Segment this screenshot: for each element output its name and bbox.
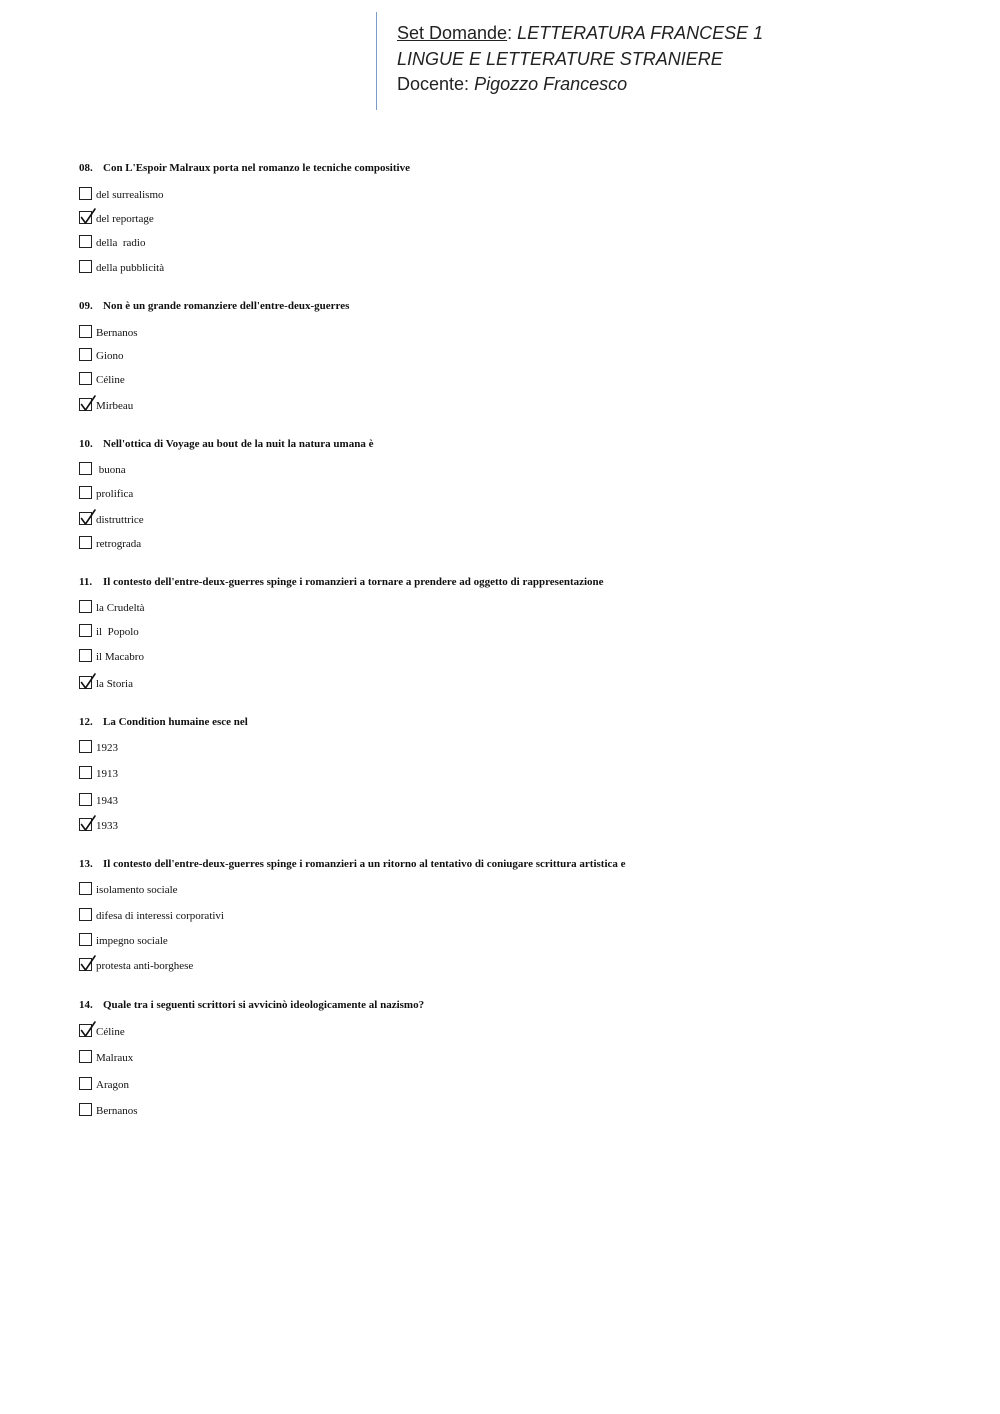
option-label: difesa di interessi corporativi	[96, 910, 224, 922]
document-header	[376, 12, 763, 110]
question-number: 14.	[79, 999, 93, 1011]
question-number: 08.	[79, 162, 93, 174]
teacher-label: Docente:	[397, 74, 470, 94]
checkbox[interactable]	[79, 536, 92, 549]
question-text: Quale tra i seguenti scrittori si avvicinò ideologicamente al nazismo?	[103, 999, 425, 1011]
option-label: Giono	[96, 350, 124, 362]
question-text: Il contesto dell'entre-deux-guerres spinge i romanzieri a tornare a prendere ad oggetto di rappresentazione	[103, 576, 604, 588]
option-label: il Macabro	[96, 651, 144, 663]
option-label: Aragon	[96, 1079, 129, 1091]
question-08	[79, 161, 979, 274]
checkbox[interactable]	[79, 933, 92, 946]
teacher-name: Pigozzo Francesco	[474, 74, 628, 94]
question-text: Non è un grande romanziere dell'entre-deux-guerres	[103, 300, 350, 312]
teacher-line	[397, 72, 763, 98]
option-label: la Crudeltà	[96, 602, 145, 614]
option-label: Malraux	[96, 1052, 134, 1064]
option-label: del surrealismo	[96, 189, 164, 201]
checkbox[interactable]	[79, 486, 92, 499]
checkbox[interactable]	[79, 325, 92, 338]
degree-title: LINGUE E LETTERATURE STRANIERE	[397, 48, 723, 69]
question-title	[79, 715, 979, 729]
question-number: 10.	[79, 438, 93, 450]
option-label: della radio	[96, 237, 146, 249]
question-14	[79, 998, 979, 1117]
question-number: 13.	[79, 858, 93, 870]
option-label: 1933	[96, 820, 118, 832]
checkbox[interactable]	[79, 600, 92, 613]
checkbox[interactable]	[79, 766, 92, 779]
question-title	[79, 857, 979, 871]
question-title	[79, 998, 979, 1012]
checkbox[interactable]	[79, 462, 92, 475]
question-text: Il contesto dell'entre-deux-guerres spinge i romanzieri a un ritorno al tentativo di coniugare scrittura artistica e	[103, 858, 626, 870]
set-label: Set Domande	[397, 23, 508, 43]
question-number: 09.	[79, 300, 93, 312]
checkbox[interactable]	[79, 187, 92, 200]
checkbox-checked[interactable]	[79, 676, 92, 689]
checkbox-checked[interactable]	[79, 398, 92, 411]
question-number: 11.	[79, 576, 93, 588]
question-10	[79, 437, 979, 550]
option-label: distruttrice	[96, 514, 144, 526]
question-number: 12.	[79, 716, 93, 728]
set-colon: :	[507, 23, 513, 43]
checkbox[interactable]	[79, 908, 92, 921]
checkbox[interactable]	[79, 793, 92, 806]
set-line	[397, 21, 763, 47]
checkbox-checked[interactable]	[79, 958, 92, 971]
option-label: 1923	[96, 742, 118, 754]
option-label: buona	[96, 464, 126, 476]
question-text: Con L'Espoir Malraux porta nel romanzo le tecniche compositive	[103, 162, 410, 174]
checkbox[interactable]	[79, 1103, 92, 1116]
checkbox-checked[interactable]	[79, 211, 92, 224]
checkbox-checked[interactable]	[79, 512, 92, 525]
question-title	[79, 437, 979, 451]
option-label: del reportage	[96, 213, 154, 225]
checkbox[interactable]	[79, 260, 92, 273]
question-13	[79, 857, 979, 972]
option-label: la Storia	[96, 678, 133, 690]
option-label: Céline	[96, 374, 125, 386]
checkbox[interactable]	[79, 372, 92, 385]
checkbox-checked[interactable]	[79, 818, 92, 831]
checkbox[interactable]	[79, 1077, 92, 1090]
checkbox[interactable]	[79, 882, 92, 895]
option-label: impegno sociale	[96, 935, 168, 947]
checkbox[interactable]	[79, 740, 92, 753]
question-title	[79, 161, 979, 175]
option-label: il Popolo	[96, 626, 139, 638]
question-title	[79, 575, 979, 589]
option-label: della pubblicità	[96, 262, 165, 274]
question-09	[79, 299, 979, 412]
question-12	[79, 715, 979, 832]
checkbox[interactable]	[79, 235, 92, 248]
question-11	[79, 575, 979, 690]
option-label: Bernanos	[96, 327, 138, 339]
checkbox-checked[interactable]	[79, 1024, 92, 1037]
course-title: LETTERATURA FRANCESE 1	[517, 23, 764, 43]
option-label: Bernanos	[96, 1105, 138, 1117]
option-label: Mirbeau	[96, 400, 134, 412]
option-label: protesta anti-borghese	[96, 960, 194, 972]
option-label: retrograda	[96, 538, 142, 550]
option-label: 1913	[96, 768, 118, 780]
option-label: Céline	[96, 1026, 125, 1038]
checkbox[interactable]	[79, 649, 92, 662]
question-text: Nell'ottica di Voyage au bout de la nuit la natura umana è	[103, 438, 374, 450]
checkbox[interactable]	[79, 624, 92, 637]
question-title	[79, 299, 979, 313]
option-label: isolamento sociale	[96, 884, 178, 896]
option-label: 1943	[96, 795, 118, 807]
checkbox[interactable]	[79, 348, 92, 361]
option-label: prolifica	[96, 488, 134, 500]
question-text: La Condition humaine esce nel	[103, 716, 248, 728]
checkbox[interactable]	[79, 1050, 92, 1063]
